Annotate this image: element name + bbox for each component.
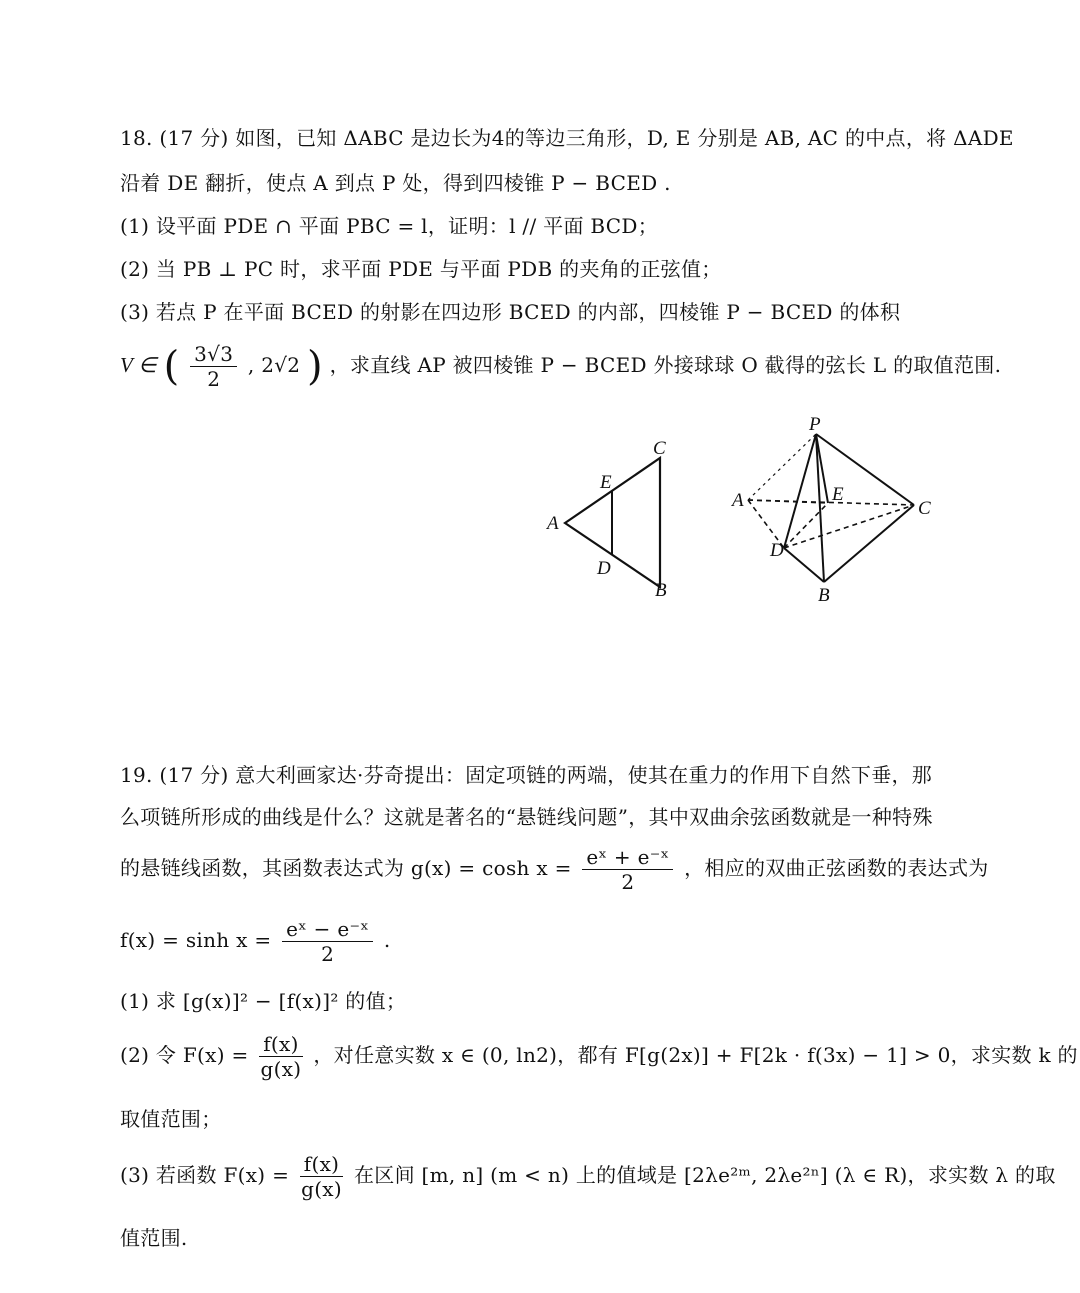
q19-part-2-lead: (2) 令 F(x) = (120, 1043, 249, 1067)
fraction-numerator: 3√3 (190, 342, 237, 367)
label-e: E (832, 484, 844, 505)
edge-bc (824, 505, 914, 582)
q19-part-1: (1) 求 [g(x)]² − [f(x)]² 的值； (120, 989, 407, 1013)
fraction-denominator: 2 (207, 367, 221, 391)
q18-part-3-end: ，求直线 AP 被四棱锥 P − BCED 外接球球 O 截得的弦长 L 的取值范围. (329, 353, 1002, 377)
volume-upper: , 2√2 (247, 353, 301, 377)
sinh-definition: f(x) = sinh x = (120, 928, 272, 952)
edge-pc (816, 434, 914, 505)
label-p: P (809, 414, 821, 435)
F-denominator: g(x) (260, 1057, 302, 1081)
label-a: A (547, 513, 559, 534)
close-paren: ) (307, 343, 323, 390)
sinh-period: . (383, 928, 391, 952)
label-a: A (732, 490, 744, 511)
q19-part-3 (120, 1152, 1056, 1201)
q19-line-2: 么项链所形成的曲线是什么？这就是著名的“悬链线问题”，其中双曲余弦函数就是一种特殊 (120, 805, 933, 829)
edge-dc-dashed (784, 505, 914, 548)
q18-line-2: 沿着 DE 翻折，使点 A 到点 P 处，得到四棱锥 P − BCED . (120, 171, 671, 195)
q18-part-3-formula (120, 342, 1001, 391)
q19-part-3-continued: 值范围. (120, 1226, 188, 1250)
pyramid-figure (720, 410, 950, 610)
cosh-definition: 的悬链线函数，其函数表达式为 g(x) = cosh x = (120, 856, 572, 880)
edge-pd (784, 434, 816, 548)
label-e: E (600, 472, 612, 493)
sinh-numerator: eˣ − e⁻ˣ (282, 917, 373, 942)
label-c: C (918, 498, 931, 519)
q19-part-2-condition: ，对任意实数 x ∈ (0, ln2)，都有 F[g(2x)] + F[2k · f(3x) − 1] > 0，求实数 k 的 (313, 1043, 1078, 1067)
q18-line-1: 18. (17 分) 如图，已知 ΔABC 是边长为4的等边三角形，D, E 分别是 AB, AC 的中点，将 ΔADE (120, 126, 1014, 150)
cosh-trailing-text: ，相应的双曲正弦函数的表达式为 (684, 856, 989, 880)
F-fraction-part3 (300, 1152, 344, 1201)
volume-lower-fraction (190, 342, 237, 391)
edge-db (784, 548, 824, 582)
label-b: B (818, 585, 830, 606)
cosh-numerator: eˣ + e⁻ˣ (582, 845, 673, 870)
label-d: D (770, 540, 784, 561)
label-c: C (653, 438, 666, 459)
volume-symbol: V ∈ (120, 353, 157, 377)
label-d: D (597, 558, 611, 579)
q18-part-2: (2) 当 PB ⊥ PC 时，求平面 PDE 与平面 PDB 的夹角的正弦值； (120, 257, 722, 281)
q18-part-3: (3) 若点 P 在平面 BCED 的射影在四边形 BCED 的内部，四棱锥 P − BCED 的体积 (120, 300, 901, 324)
F-numerator: f(x) (259, 1032, 303, 1057)
sinh-fraction (282, 917, 373, 966)
F-fraction (259, 1032, 303, 1081)
label-b: B (655, 580, 667, 601)
F-denominator-part3: g(x) (301, 1177, 342, 1201)
q18-part-1: (1) 设平面 PDE ∩ 平面 PBC = l，证明：l // 平面 BCD； (120, 214, 659, 238)
q19-part-3-lead: (3) 若函数 F(x) = (120, 1163, 290, 1187)
F-numerator-part3: f(x) (300, 1152, 344, 1177)
cosh-denominator: 2 (621, 870, 635, 894)
q19-line-3 (120, 845, 989, 894)
cosh-fraction (582, 845, 673, 894)
q19-line-1: 19. (17 分) 意大利画家达·芬奇提出：固定项链的两端，使其在重力的作用下自然下垂，那 (120, 763, 933, 787)
q19-line-4 (120, 917, 391, 966)
sinh-denominator: 2 (321, 942, 335, 966)
q19-part-3-condition: 在区间 [m, n] (m < n) 上的值域是 [2λe²ᵐ, 2λe²ⁿ] (λ ∈ R)，求实数 λ 的取 (353, 1163, 1056, 1187)
q19-part-2 (120, 1032, 1078, 1081)
open-paren: ( (163, 343, 180, 390)
edge-ac-dashed (748, 500, 914, 505)
triangle-abc-figure (535, 430, 695, 610)
q19-part-2-continued: 取值范围； (120, 1107, 222, 1131)
